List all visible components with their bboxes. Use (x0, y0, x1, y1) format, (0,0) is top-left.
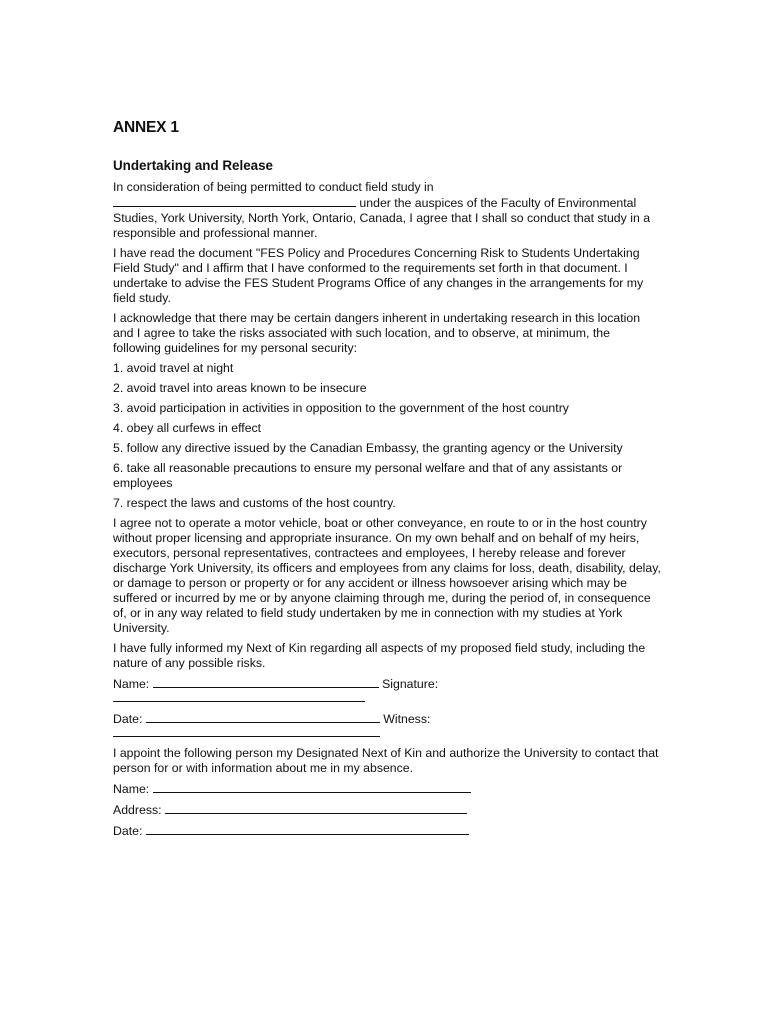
kin-date-blank[interactable] (146, 823, 469, 835)
list-item: 1. avoid travel at night (113, 361, 234, 375)
list-item: 5. follow any directive issued by the Canadian Embassy, the granting agency or the University (113, 441, 623, 455)
list-item: 6. take all reasonable precautions to ensure my personal welfare and that of any assistants or employees (113, 461, 623, 490)
list-item: 3. avoid participation in activities in opposition to the government of the host country (113, 401, 569, 415)
list-item: 4. obey all curfews in effect (113, 421, 262, 435)
security-guidelines-list (113, 361, 661, 511)
date-label: Date: (113, 712, 143, 726)
consideration-intro: In consideration of being permitted to conduct field study in (113, 180, 434, 194)
name-signature-row (113, 676, 661, 692)
acknowledgement-paragraph: I acknowledge that there may be certain dangers inherent in undertaking research in this location and I agree to take the risks associated with such location, and to observe, at minimum, the following guidelines for my personal security: (113, 311, 641, 355)
signature-label: Signature: (382, 677, 439, 691)
kin-name-label: Name: (113, 782, 150, 796)
consideration-rest: under the auspices of the Faculty of Environmental Studies, York University, North York, Ontario, Canada, I agree that I shall so conduct that study in a responsible and professional manner. (113, 196, 651, 240)
date-witness-row (113, 711, 661, 727)
kin-name-blank[interactable] (153, 781, 471, 793)
annex-title: ANNEX 1 (113, 119, 179, 136)
kin-date-row (113, 823, 661, 839)
field-study-location-blank[interactable] (113, 195, 356, 207)
list-item: 2. avoid travel into areas known to be insecure (113, 381, 367, 395)
name-label: Name: (113, 677, 150, 691)
name-blank[interactable] (153, 676, 379, 688)
section-title: Undertaking and Release (113, 158, 273, 173)
kin-address-label: Address: (113, 803, 162, 817)
kin-name-row (113, 781, 661, 797)
policy-paragraph: I have read the document "FES Policy and Procedures Concerning Risk to Students Undertaking Field Study" and I affirm that I have conformed to the requirements set forth in that document. I undertake to advise the FES Student Programs Office of any changes in the arrangements for my field study. (113, 246, 644, 305)
next-of-kin-paragraph: I have fully informed my Next of Kin regarding all aspects of my proposed field study, including the nature of any possible risks. (113, 641, 646, 670)
kin-address-blank[interactable] (165, 802, 467, 814)
list-item: 7. respect the laws and customs of the host country. (113, 496, 396, 510)
kin-date-label: Date: (113, 824, 143, 838)
consideration-paragraph (113, 180, 661, 241)
document-content (113, 157, 661, 844)
date-blank[interactable] (146, 711, 380, 723)
witness-blank[interactable] (113, 727, 380, 737)
signature-blank[interactable] (113, 692, 365, 702)
witness-label: Witness: (383, 712, 431, 726)
release-paragraph: I agree not to operate a motor vehicle, boat or other conveyance, en route to or in the host country without proper licensing and appropriate insurance. On my own behalf and on behalf of my heirs, executors, personal representatives, contractees and employees, I hereby release and forever discharge York University, its officers and employees from any claims for loss, death, disability, delay, or damage to person or property or for any accident or illness howsoever arising which may be suffered or incurred by me or by anyone claiming through me, during the period of, in consequence of, or in any way related to field study undertaken by me in connection with my studies at York University. (113, 516, 661, 635)
designated-kin-paragraph: I appoint the following person my Designated Next of Kin and authorize the University to contact that person for or with information about me in my absence. (113, 746, 659, 775)
kin-address-row (113, 802, 661, 818)
